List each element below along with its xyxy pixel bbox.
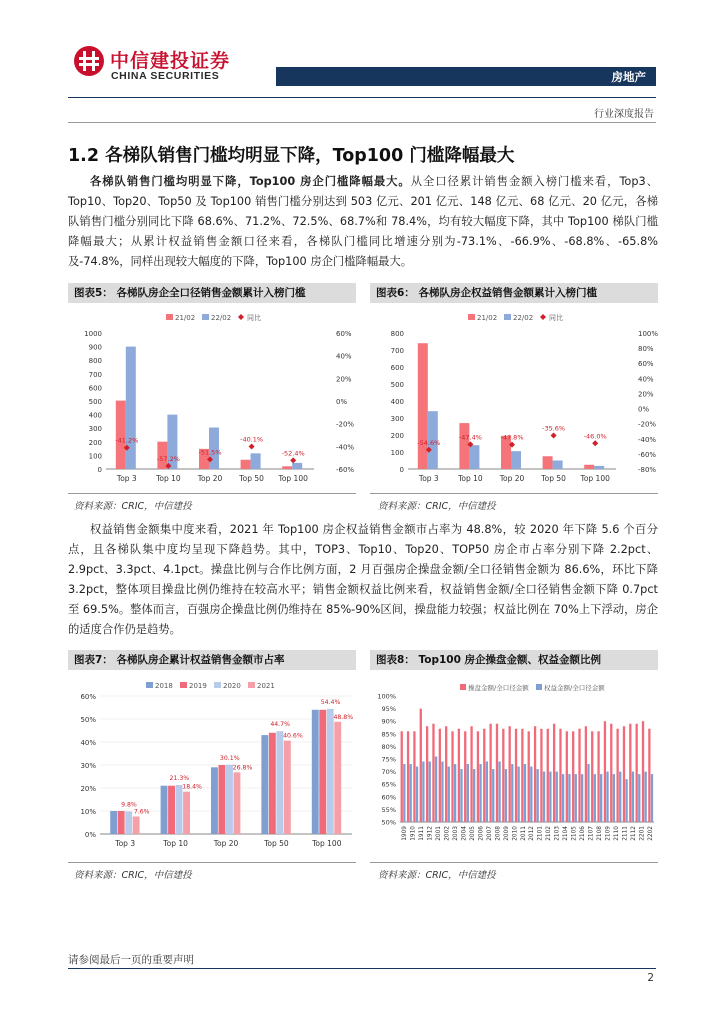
fig5-bar-22-02 [251,453,261,469]
fig5-xtick: Top 3 [116,474,137,483]
fig7-label-2021: 48.8% [333,713,354,721]
fig8-bar-0 [445,726,447,822]
fig6-ytick: 700 [390,347,404,355]
fig7-label-2021: 18.4% [182,783,202,791]
fig7-legend-swatch-0 [146,682,153,688]
fig5-bar-21-02 [282,466,292,469]
fig7-label-2021: 26.8% [232,764,253,772]
paragraph-1-body: 从全口径累计销售金额入榜门槛来看，Top3、Top10、Top20、Top50 及 Top100 销售门槛分别达到 503 亿元、201 亿元、148 亿元、68 亿元、20 亿元，各梯队销售门槛分别同比下降 68.6%、71.2%、72.5%、68.7%和 78.4%，均有较大幅度下降，其中 Top100 梯队门槛降幅最大；从累计权益销售金额口径来看，各梯队门槛同比增速分别为-73.1%、-66.9%、-68.8%、-65.8%及-74.8%，同样出现较大幅度的下降，Top100 房企门槛降幅最大。 [68,175,658,268]
fig8-bar-0 [470,726,472,822]
fig6-bar-22-02 [553,461,563,470]
fig7-legend-swatch-1 [180,682,187,688]
fig8-bar-1 [486,762,488,822]
fig7-bar-2020 [276,731,283,834]
fig8-bar-0 [642,721,644,822]
fig5-ytick: 1000 [84,330,102,338]
section-title: 1.2 各梯队销售门槛均明显下降，Top100 门槛降幅最大 [68,146,515,166]
fig8-bar-0 [591,731,593,822]
fig8-bar-0 [616,729,618,822]
sector-label: 房地产 [611,70,646,84]
fig7-bar-2019 [118,811,125,834]
fig8-bar-0 [540,729,542,822]
fig6-ytick: 400 [390,398,404,406]
fig6-yoy-label: -47.8% [500,433,524,442]
fig8-bar-0 [597,731,599,822]
fig7-legend-label-1: 2019 [189,682,207,690]
fig8-bar-0 [534,726,536,822]
fig8-bar-0 [572,731,574,822]
fig6-bar-21-02 [543,456,553,469]
fig8-bar-0 [413,731,415,822]
fig5-bar-21-02 [241,460,251,469]
fig6-y2tick: -60% [638,450,657,459]
fig8-bar-1 [505,769,507,822]
fig8-bar-1 [429,762,431,822]
fig7-bar-2020 [327,709,334,834]
fig8-bar-0 [509,726,511,822]
fig8-bar-1 [556,772,558,822]
fig8-bar-1 [543,772,545,822]
fig8-ytick: 50% [381,818,396,827]
fig7-chart [68,674,358,858]
fig6-y2tick: 60% [638,360,654,369]
fig8-bar-1 [619,772,621,822]
fig8-bar-1 [537,769,539,822]
fig7-xtick: Top 3 [115,839,136,848]
fig7-bar-2021 [133,817,140,834]
fig7-title: 图表7： 各梯队房企累计权益销售金额市占率 [68,650,356,670]
brand-logo-icon [74,46,104,76]
header-divider [68,97,656,98]
fig5-y2tick: 20% [336,375,352,384]
paragraph-1-lead: 各梯队销售门槛均明显下降，Top100 房企门槛降幅最大。 [90,175,411,188]
fig8-bar-1 [511,764,513,822]
fig7-bar-2018 [312,710,319,834]
fig8-legend-swatch-1 [536,684,542,690]
fig7-bar-2018 [211,767,218,834]
fig6-bar-22-02 [469,445,479,469]
fig6-ytick: 200 [390,432,404,440]
fig6-yoy-label: -46.0% [583,432,607,441]
fig8-xtick: 2112 [630,826,637,841]
fig6-yoy-label: -54.6% [417,438,441,447]
fig6-yoy-point [551,432,557,438]
fig7-bar-2021 [234,772,241,834]
fig8-xtick: 1911 [419,826,426,841]
fig6-y2tick: 80% [638,345,654,354]
fig5-yoy-label: -41.2% [115,436,139,445]
fig8-bar-0 [648,729,650,822]
fig8-xtick: 1909 [402,826,409,841]
sector-banner [276,67,656,86]
fig8-bar-0 [610,724,612,822]
fig6-ytick: 0 [399,466,404,474]
fig5-legend-swatch-0 [166,314,173,320]
fig8-bar-1 [435,756,437,822]
fig8-xtick: 2011 [520,826,527,841]
fig8-bar-1 [625,779,627,822]
fig8-bar-1 [524,764,526,822]
fig8-xtick: 2110 [613,826,620,841]
fig7-legend-swatch-2 [214,682,221,688]
report-type: 行业深度报告 [594,109,654,120]
paragraph-2: 权益销售金额集中度来看，2021 年 Top100 房企权益销售金额市占率为 48.8%，较 2020 年下降 5.6 个百分点，且各梯队集中度均呈现下降趋势。其中，TOP3、Top10、Top20、TOP50 房企市占率分别下降 2.2pct、2.9pct、3.3pct、4.1pct。操盘比例与合作比例方面，2 月百强房企操盘金额/全口径销售金额为 86.6%，环比下降 3.2pct，整体项目操盘比例仍维持在较高水平；销售金额权益比例来看，权益销售金额/全口径销售金额下降 0.7pct 至 69.5%。整体而言，百强房企操盘比例仍维持在 85%-90%区间，操盘能力较强；权益比例在 70%上下浮动，房企的适度合作仍是趋势。 [68,523,658,636]
fig6-y2tick: -20% [638,420,657,429]
fig5-title: 图表5： 各梯队房企全口径销售金额累计入榜门槛 [68,283,356,303]
fig5-ytick: 0 [97,466,102,474]
fig8-bar-1 [473,769,475,822]
fig5-yoy-label: -52.4% [281,449,305,458]
fig8-xtick: 2105 [571,826,578,841]
fig8-chart [370,674,660,858]
fig8-bar-0 [477,731,479,822]
fig5-legend-swatch-1 [202,314,209,320]
fig8-bar-1 [568,774,570,822]
fig6-ytick: 500 [390,381,404,389]
disclaimer-note: 请参阅最后一页的重要声明 [68,954,194,966]
fig6-yoy-label: -47.4% [458,433,482,442]
fig5-bar-22-02 [292,463,302,469]
fig7-ytick: 20% [80,785,96,793]
fig8-bar-1 [492,769,494,822]
fig6-xtick: Top 20 [499,474,525,483]
fig7-legend-label-0: 2018 [155,682,173,690]
fig5-y2tick: 40% [336,352,352,361]
fig5-yoy-point [290,457,296,463]
fig8-ytick: 75% [381,755,396,764]
fig7-legend-swatch-3 [248,682,255,688]
fig6-ytick: 800 [390,330,404,338]
fig8-bar-0 [489,724,491,822]
fig8-bar-0 [407,731,409,822]
fig8-bar-1 [403,764,405,822]
fig7-bar-2021 [334,722,341,834]
fig7-bar-2018 [261,735,268,834]
paragraph-1 [68,172,658,272]
fig8-bar-0 [636,724,638,822]
fig8-bar-0 [629,724,631,822]
fig7-bar-2019 [168,786,175,834]
fig6-ytick: 100 [390,449,404,457]
fig7-ytick: 60% [80,693,96,701]
fig6-legend-label-yoy: 同比 [549,314,563,322]
fig8-xtick: 2010 [512,826,519,841]
fig8-xtick: 2007 [486,826,493,841]
fig8-bar-1 [644,772,646,822]
fig6-bar-21-02 [584,465,594,469]
fig6-xtick: Top 3 [418,474,439,483]
fig6-y2tick: 0% [638,405,650,414]
fig5-ytick: 600 [88,384,102,393]
fig8-xtick: 2202 [647,826,654,841]
fig6-xtick: Top 50 [541,474,566,483]
fig8-bar-0 [528,731,530,822]
fig8-bar-1 [600,774,602,822]
fig8-bar-1 [594,774,596,822]
fig7-ytick: 0% [84,831,96,839]
subheader-divider [68,122,656,123]
fig7-xtick: Top 20 [213,839,239,848]
fig8-bar-1 [651,774,653,822]
fig7-ytick: 50% [80,716,96,724]
fig8-ytick: 100% [377,692,396,701]
fig7-label-2021: 40.6% [283,732,303,740]
fig8-ytick: 85% [381,730,396,739]
fig7-xtick: Top 10 [163,839,188,848]
fig5-yoy-label: -57.2% [156,454,180,463]
fig6-xtick: Top 100 [580,474,610,483]
fig8-ytick: 95% [381,705,396,714]
fig5-y2tick: 0% [336,398,348,406]
fig6-legend-label-1: 22/02 [513,314,534,322]
fig8-bar-1 [613,774,615,822]
fig6-xtick: Top 10 [458,474,483,483]
brand-name-cn: 中信建投证券 [110,50,231,72]
fig7-bar-2021 [284,741,291,834]
fig8-xtick: 2003 [453,826,460,841]
fig8-xtick: 2201 [639,826,646,841]
fig6-title: 图表6： 各梯队房企权益销售金额累计入榜门槛 [370,283,658,303]
fig8-legend-label-0: 操盘金额/全口径金额 [468,684,529,692]
fig6-rule [370,493,658,494]
fig8-bar-0 [426,726,428,822]
fig7-label-2020: 44.7% [270,721,290,729]
fig8-bar-1 [530,767,532,822]
fig5-yoy-point [249,443,255,449]
fig8-bar-1 [581,774,583,822]
fig8-bar-0 [502,729,504,822]
fig8-bar-0 [559,729,561,822]
fig7-bar-2018 [110,811,117,834]
fig8-bar-1 [410,764,412,822]
fig5-xtick: Top 20 [197,474,223,483]
fig5-yoy-label: -40.1% [240,435,264,444]
fig6-y2tick: 100% [638,330,659,338]
fig5-ytick: 900 [88,343,102,352]
fig5-ytick: 500 [88,398,102,406]
footer-divider [68,968,656,969]
fig8-xtick: 2104 [563,826,570,841]
fig8-bar-1 [587,764,589,822]
fig8-bar-0 [547,729,549,822]
fig7-bar-2021 [183,792,190,834]
fig8-ytick: 60% [381,793,396,802]
fig7-legend-label-2: 2020 [223,682,241,690]
fig8-xtick: 1912 [427,826,434,841]
fig8-xtick: 2001 [436,826,443,841]
fig8-xtick: 2008 [495,826,502,841]
fig8-bar-1 [549,772,551,822]
fig8-xtick: 2107 [588,826,595,841]
fig6-source: 资料来源：CRIC，中信建投 [378,501,496,512]
fig5-ytick: 300 [88,425,102,434]
brand-name-en: CHINA SECURITIES [111,70,220,82]
fig8-bar-1 [517,767,519,822]
fig8-xtick: 1910 [410,826,417,841]
fig8-bar-0 [553,724,555,822]
fig8-xtick: 2109 [605,826,612,841]
fig8-bar-1 [638,774,640,822]
fig7-label-2020: 30.1% [219,754,240,762]
fig7-bar-2019 [219,765,226,834]
fig7-legend-label-3: 2021 [257,682,275,690]
fig8-ytick: 90% [381,717,396,726]
fig8-bar-1 [448,767,450,822]
fig6-yoy-point [592,440,598,446]
fig8-bar-1 [460,769,462,822]
fig5-ytick: 700 [88,370,102,379]
fig7-bar-2019 [319,710,326,834]
fig5-yoy-label: -51.5% [198,448,222,457]
fig8-xtick: 2106 [580,826,587,841]
fig7-rule [68,862,356,863]
fig8-bar-1 [632,772,634,822]
fig5-xtick: Top 100 [278,474,308,483]
fig6-yoy-label: -35.6% [542,424,566,433]
fig8-bar-1 [479,764,481,822]
fig6-bar-22-02 [511,451,521,469]
fig5-y2tick: -40% [336,443,355,452]
fig8-xtick: 2108 [596,826,603,841]
fig8-bar-1 [498,762,500,822]
fig8-bar-0 [439,729,441,822]
fig8-bar-0 [432,724,434,822]
fig6-legend-swatch-1 [504,314,511,320]
fig8-legend-label-1: 权益金额/全口径金额 [544,684,605,692]
fig5-ytick: 200 [88,438,102,447]
fig8-xtick: 2012 [529,826,536,841]
fig5-rule [68,493,356,494]
fig7-bar-2020 [125,811,132,834]
fig5-legend-label-1: 22/02 [211,314,232,322]
fig8-bar-0 [464,731,466,822]
fig5-y2tick: -60% [336,466,355,474]
fig6-y2tick: -80% [638,466,657,474]
fig7-bar-2018 [161,786,168,834]
fig6-y2tick: 40% [638,375,654,384]
fig8-bar-1 [454,764,456,822]
fig7-xtick: Top 100 [312,839,342,848]
fig7-bar-2019 [269,733,276,834]
fig7-label-2020: 21.3% [169,775,190,783]
fig6-bar-22-02 [594,466,604,469]
fig8-bar-0 [420,709,422,822]
fig8-bar-0 [604,721,606,822]
fig7-label-2020: 54.4% [320,698,341,706]
fig8-bar-0 [521,729,523,822]
fig5-legend-label-0: 21/02 [175,314,196,322]
fig8-bar-0 [496,724,498,822]
fig8-bar-1 [562,774,564,822]
fig5-xtick: Top 10 [156,474,181,483]
fig5-ytick: 100 [88,452,102,461]
fig6-legend-label-0: 21/02 [477,314,498,322]
fig8-bar-1 [422,762,424,822]
fig7-xtick: Top 50 [264,839,289,848]
fig8-bar-0 [623,726,625,822]
fig8-xtick: 2009 [503,826,510,841]
fig5-bar-22-02 [126,347,136,469]
fig7-ytick: 40% [80,739,96,747]
fig8-xtick: 2111 [622,826,629,841]
fig6-ytick: 300 [390,415,404,423]
fig5-y2tick: 60% [336,330,352,338]
fig7-ytick: 10% [80,808,96,816]
fig5-ytick: 800 [88,357,102,366]
fig8-xtick: 2006 [478,826,485,841]
fig8-bar-1 [467,764,469,822]
fig5-legend-marker [238,314,244,320]
fig6-legend-swatch-0 [468,314,475,320]
fig6-ytick: 600 [390,364,404,372]
fig8-bar-0 [451,731,453,822]
fig5-legend-label-yoy: 同比 [247,314,261,322]
fig8-ytick: 70% [381,768,396,777]
fig8-xtick: 2004 [461,826,468,841]
fig8-bar-0 [585,726,587,822]
page-number: 2 [647,972,654,984]
fig8-bar-1 [441,762,443,822]
fig7-bar-2020 [226,765,233,834]
fig8-legend-swatch-0 [460,684,466,690]
fig8-ytick: 55% [381,805,396,814]
fig6-y2tick: 20% [638,390,654,399]
fig6-y2tick: -40% [638,435,657,444]
fig8-xtick: 2102 [546,826,553,841]
fig8-bar-1 [416,767,418,822]
fig8-bar-0 [566,731,568,822]
fig7-ytick: 30% [80,762,96,770]
fig8-ytick: 80% [381,742,396,751]
fig8-bar-0 [401,731,403,822]
fig8-rule [370,862,658,863]
fig7-label-2021: 7.6% [133,808,150,816]
fig8-xtick: 2103 [554,826,561,841]
fig7-source: 资料来源：CRIC，中信建投 [74,870,192,881]
fig8-bar-1 [606,772,608,822]
fig7-bar-2020 [176,785,183,834]
fig8-source: 资料来源：CRIC，中信建投 [378,870,496,881]
fig8-bar-0 [578,729,580,822]
fig8-bar-1 [575,774,577,822]
fig8-xtick: 2005 [469,826,476,841]
fig8-xtick: 2002 [444,826,451,841]
fig5-source: 资料来源：CRIC，中信建投 [74,501,192,512]
fig5-y2tick: -20% [336,420,355,429]
fig8-ytick: 65% [381,780,396,789]
fig5-chart [68,305,358,490]
fig7-label-2020: 9.8% [121,801,137,809]
fig8-bar-0 [483,729,485,822]
fig8-bar-0 [515,729,517,822]
fig5-xtick: Top 50 [239,474,264,483]
fig8-bar-0 [458,729,460,822]
fig5-ytick: 400 [88,411,102,420]
fig5-bar-21-02 [116,401,126,469]
fig6-legend-marker [540,314,546,320]
fig6-chart [370,305,660,490]
fig6-bar-21-02 [459,423,469,469]
fig8-title: 图表8： Top100 房企操盘金额、权益金额比例 [370,650,658,670]
fig8-xtick: 2101 [537,826,544,841]
